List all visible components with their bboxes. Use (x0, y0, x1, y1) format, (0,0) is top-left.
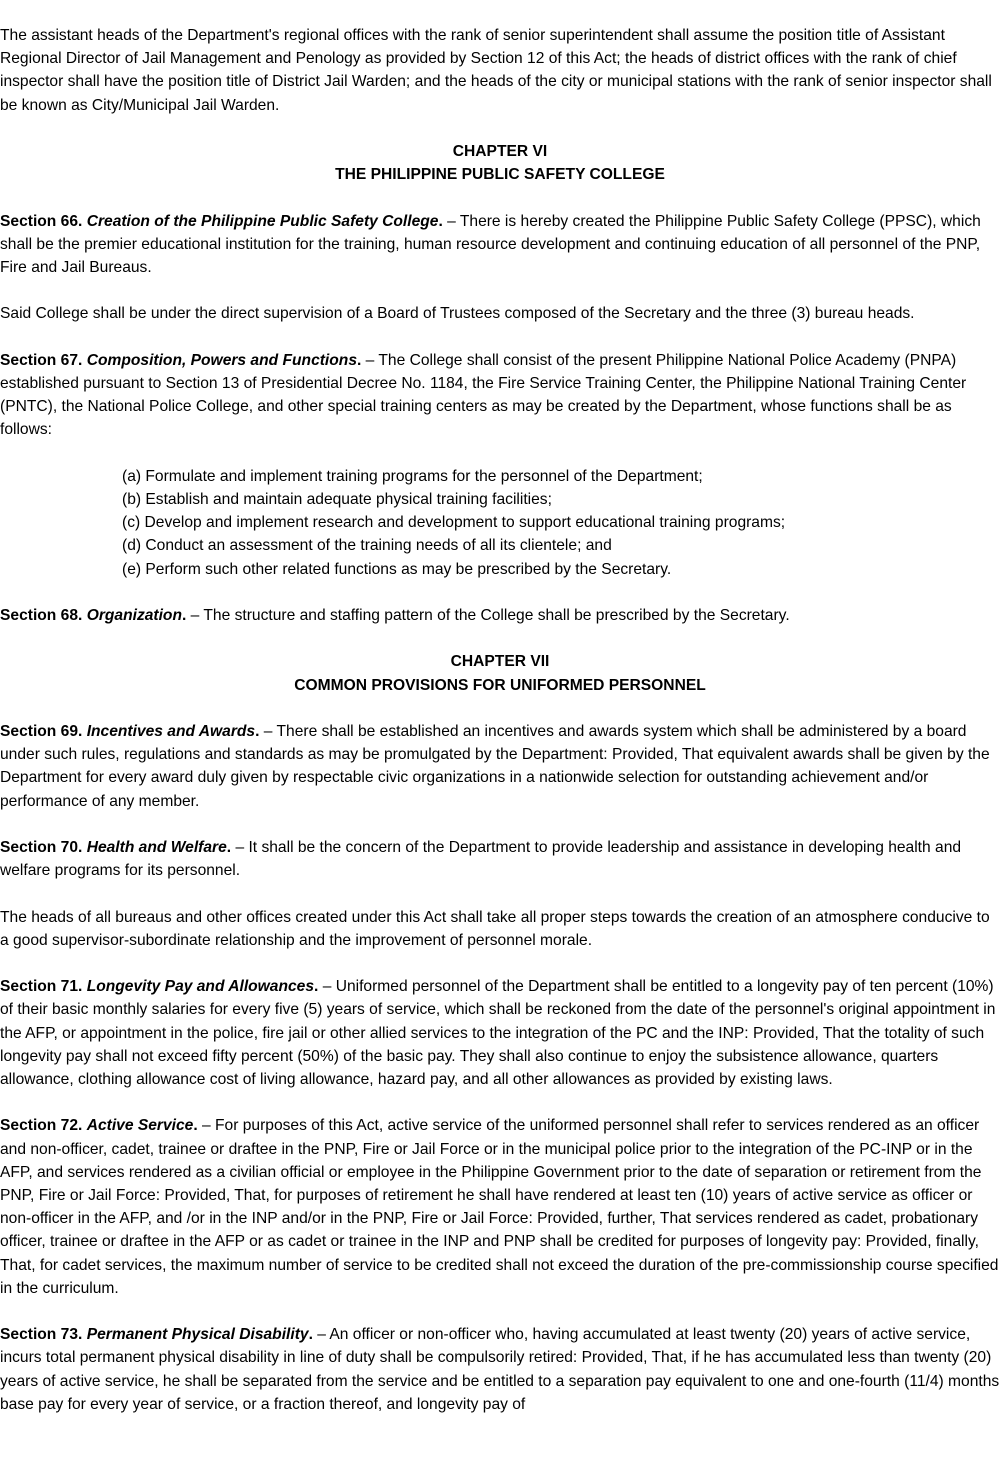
chapter-heading-vii (0, 650, 1000, 696)
section-69: Section 69. Incentives and Awards. – There shall be established an incentives and awards system which shall be administered by a board under such rules, regulations and standards as may be promulgated by the Department: Provided, That equivalent awards shall be given by the Department for every award duly given by respectable civic organizations in a nationwide selection for outstanding achievement and/or performance of any member. (0, 722, 990, 810)
chapter-number: CHAPTER VII (450, 653, 550, 671)
section-title: Active Service (86, 1117, 194, 1135)
section-title: Creation of the Philippine Public Safety College (86, 212, 439, 230)
section-title: Organization (86, 606, 182, 624)
list-item: (d) Conduct an assessment of the training needs of all its clientele; and (122, 537, 612, 555)
section-71: Section 71. Longevity Pay and Allowances. – Uniformed personnel of the Department shall be entitled to a longevity pay of ten percent (10%) of their basic monthly salaries for every five (5) years of service, which shall be reckoned from the date of the personnel's original appointment in the AFP, or appointment in the police, fire jail or other allied services to the integration of the PC and the INP: Provided, That the totality of such longevity pay shall not exceed fifty percent (50%) of the basic pay. They shall also continue to enjoy the subsistence allowance, quarters allowance, clothing allowance cost of living allowance, hazard pay, and all other allowances as provided by existing laws. (0, 978, 996, 1088)
section-number: Section 69. (0, 722, 83, 740)
list-item: (c) Develop and implement research and development to support educational training programs; (122, 514, 786, 532)
chapter-heading-vi (0, 140, 1000, 186)
section-73: Section 73. Permanent Physical Disability. – An officer or non-officer who, having accumulated at least twenty (20) years of active service, incurs total permanent physical disability in line of duty shall be compulsorily retired: Provided, That, if he has accumulated less than twenty (20) years of active service, he shall be separated from the service and be entitled to a separation pay equivalent to one and one-fourth (11/4) months base pay for every year of service, or a fraction thereof, and longevity pay of (0, 1326, 1000, 1413)
chapter-title: THE PHILIPPINE PUBLIC SAFETY COLLEGE (335, 166, 665, 184)
section-title: Health and Welfare (86, 838, 227, 856)
section-title: Permanent Physical Disability (86, 1326, 309, 1344)
section-number: Section 66. (0, 212, 83, 230)
list-item: (e) Perform such other related functions as may be prescribed by the Secretary. (122, 560, 672, 578)
section-70: Section 70. Health and Welfare. – It shall be the concern of the Department to provide leadership and assistance in developing health and welfare programs for its personnel. (0, 838, 962, 880)
section-title: Incentives and Awards (86, 722, 256, 740)
section-body: – There is hereby created the Philippine Public Safety College (PPSC), which shall be the premier educational institution for the training, human resource development and continuing education of all personnel of the PNP, Fire and Jail Bureaus. (0, 212, 981, 276)
list-item: (b) Establish and maintain adequate physical training facilities; (122, 490, 552, 508)
section-number: Section 71. (0, 978, 83, 996)
section-number: Section 68. (0, 606, 83, 624)
section-number: Section 73. (0, 1326, 83, 1344)
chapter-title: COMMON PROVISIONS FOR UNIFORMED PERSONNEL (294, 676, 706, 694)
section-body: – The College shall consist of the present Philippine National Police Academy (PNPA) established pursuant to Section 13 of Presidential Decree No. 1184, the Fire Service Training Center, the Philippine National Training Center (PNTC), the National Police College, and other special training centers as may be created by the Department, whose functions shall be as follows: (0, 351, 967, 439)
section-body: – The structure and staffing pattern of the College shall be prescribed by the Secretary. (186, 606, 790, 624)
section-title: Composition, Powers and Functions (86, 351, 357, 369)
section-68: Section 68. Organization. – The structure and staffing pattern of the College shall be prescribed by the Secretary. (0, 606, 790, 624)
section-body: – There shall be established an incentives and awards system which shall be administered by a board under such rules, regulations and standards as may be promulgated by the Department: Provided, That equivalent awards shall be given by the Department for every award duly given by respectable civic organizations in a nationwide selection for outstanding achievement and/or performance of any member. (0, 722, 990, 810)
section-66-paragraph-2: Said College shall be under the direct supervision of a Board of Trustees composed of the Secretary and the three (3) bureau heads. (0, 305, 915, 323)
section-body: – It shall be the concern of the Department to provide leadership and assistance in developing health and welfare programs for its personnel. (0, 838, 962, 880)
section-66: Section 66. Creation of the Philippine Public Safety College. – There is hereby created the Philippine Public Safety College (PPSC), which shall be the premier educational institution for the training, human resource development and continuing education of all personnel of the PNP, Fire and Jail Bureaus. (0, 212, 981, 276)
chapter-number: CHAPTER VI (452, 143, 548, 160)
section-title: Longevity Pay and Allowances (86, 978, 315, 996)
section-body: – Uniformed personnel of the Department shall be entitled to a longevity pay of ten percent (10%) of their basic monthly salaries for every five (5) years of service, which shall be reckoned from the date of the personnel's original appointment in the AFP, or appointment in the police, fire jail or other allied services to the integration of the PC and the INP: Provided, That the totality of such longevity pay shall not exceed fifty percent (50%) of the basic pay. They shall also continue to enjoy the subsistence allowance, quarters allowance, clothing allowance cost of living allowance, hazard pay, and all other allowances as provided by existing laws. (0, 978, 996, 1088)
intro-paragraph: The assistant heads of the Department's regional offices with the rank of senior superintendent shall assume the position title of Assistant Regional Director of Jail Management and Penology as provided by Section 12 of this Act; the heads of district offices with the rank of chief inspector shall have the position title of District Jail Warden; and the heads of the city or municipal stations with the rank of senior inspector shall be known as City/Municipal Jail Warden. (0, 27, 992, 114)
section-number: Section 70. (0, 838, 83, 856)
section-70-paragraph-2: The heads of all bureaus and other offices created under this Act shall take all proper steps towards the creation of an atmosphere conducive to a good supervisor-subordinate relationship and the improvement of personnel morale. (0, 908, 990, 949)
section-number: Section 72. (0, 1117, 83, 1135)
section-body: – For purposes of this Act, active service of the uniformed personnel shall refer to services rendered as an officer and non-officer, cadet, trainee or draftee in the PNP, Fire or Jail Force or in the municipal police prior to the integration of the PC-INP or in the AFP, and services rendered as a civilian official or employee in the Philippine Government prior to the date of separation or retirement from the PNP, Fire or Jail Force: Provided, That, for purposes of retirement he shall have rendered at least ten (10) years of active service as officer or non-officer in the AFP, and /or in the INP and/or in the PNP, Fire or Jail Force: Provided, further, That services rendered as cadet, probationary officer, trainee or draftee in the AFP or as cadet or trainee in the INP and PNP shall be credited for purposes of longevity pay: Provided, finally, That, for cadet services, the maximum number of service to be credited shall not exceed the duration of the pre-commissionship course specified in the curriculum. (0, 1117, 999, 1297)
list-item: (a) Formulate and implement training programs for the personnel of the Department; (122, 467, 703, 485)
functions-list (122, 465, 1000, 581)
section-67: Section 67. Composition, Powers and Functions. – The College shall consist of the present Philippine National Police Academy (PNPA) established pursuant to Section 13 of Presidential Decree No. 1184, the Fire Service Training Center, the Philippine National Training Center (PNTC), the National Police College, and other special training centers as may be created by the Department, whose functions shall be as follows: (0, 351, 967, 439)
section-number: Section 67. (0, 351, 83, 369)
section-body: – An officer or non-officer who, having accumulated at least twenty (20) years of active service, incurs total permanent physical disability in line of duty shall be compulsorily retired: Provided, That, if he has accumulated less than twenty (20) years of active service, he shall be separated from the service and be entitled to a separation pay equivalent to one and one-fourth (11/4) months base pay for every year of service, or a fraction thereof, and longevity pay of (0, 1326, 1000, 1413)
section-72: Section 72. Active Service. – For purposes of this Act, active service of the uniformed personnel shall refer to services rendered as an officer and non-officer, cadet, trainee or draftee in the PNP, Fire or Jail Force or in the municipal police prior to the integration of the PC-INP or in the AFP, and services rendered as a civilian official or employee in the Philippine Government prior to the date of separation or retirement from the PNP, Fire or Jail Force: Provided, That, for purposes of retirement he shall have rendered at least ten (10) years of active service as officer or non-officer in the AFP, and /or in the INP and/or in the PNP, Fire or Jail Force: Provided, further, That services rendered as cadet, probationary officer, trainee or draftee in the AFP or as cadet or trainee in the INP and PNP shall be credited for purposes of longevity pay: Provided, finally, That, for cadet services, the maximum number of service to be credited shall not exceed the duration of the pre-commissionship course specified in the curriculum. (0, 1117, 999, 1297)
